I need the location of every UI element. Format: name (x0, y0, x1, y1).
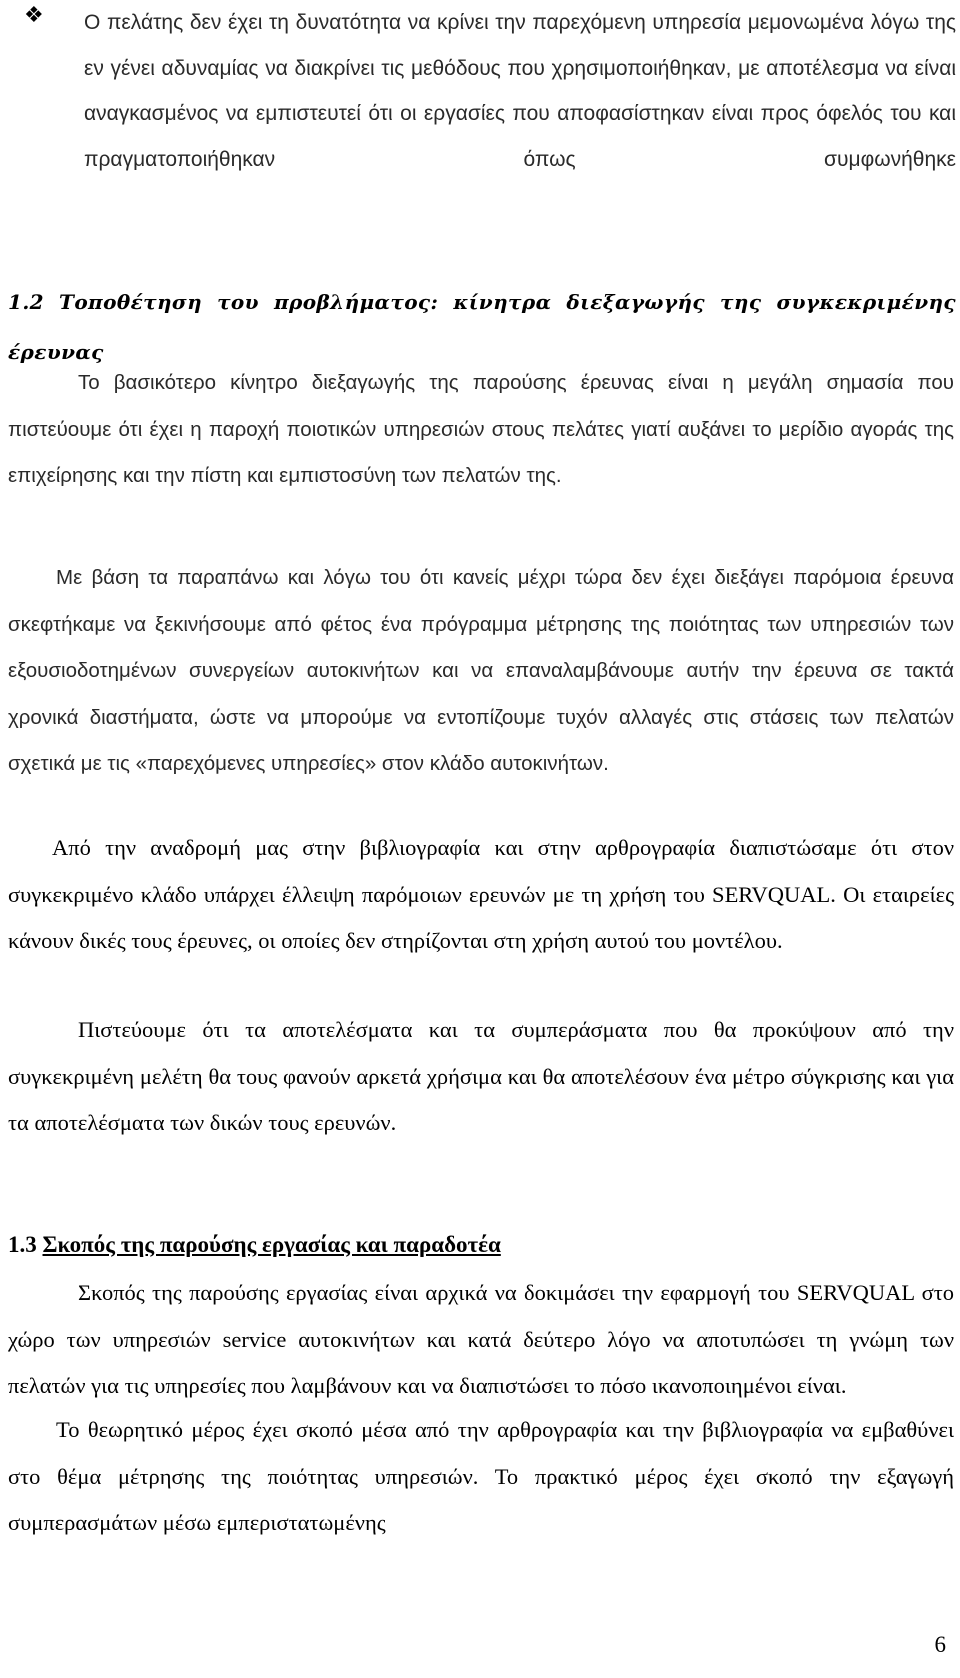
paragraph: Πιστεύουμε ότι τα αποτελέσματα και τα συμπεράσματα που θα προκύψουν από την συγκεκριμένη μελέτη θα τους φανούν αρκετά χρήσιμα και θα αποτελέσουν ένα μέτρο σύγκρισης και για τα αποτελέσματα των δικών τους ερευνών. (8, 1017, 954, 1135)
paragraph: Με βάση τα παραπάνω και λόγω του ότι κανείς μέχρι τώρα δεν έχει διεξάγει παρόμοια έρευνα σκεφτήκαμε να ξεκινήσουμε από φέτος ένα πρόγραμμα μέτρησης της ποιότητας των υπηρεσιών των εξουσιοδοτημένων συνεργείων αυτοκινήτων και να επαναλαμβάνουμε αυτήν την έρευνα σε τακτά χρονικά διαστήματα, ώστε να μπορούμε να εντοπίζουμε τυχόν αλλαγές στις στάσεις των πελατών σχετικά με τις «παρεχόμενες υπηρεσίες» στον κλάδο αυτοκινήτων. (8, 566, 954, 775)
section-title: Σκοπός της παρούσης εργασίας και παραδοτέα (42, 1232, 501, 1257)
section-heading-1-2: 1.2 Τοποθέτηση του προβλήματος: κίνητρα διεξαγωγής της συγκεκριμένης έρευνας (8, 290, 956, 364)
paragraph: Από την αναδρομή μας στην βιβλιογραφία και στην αρθρογραφία διαπιστώσαμε ότι στον συγκεκριμένο κλάδο υπάρχει έλλειψη παρόμοιων ερευνών με τη χρήση του SERVQUAL. Οι εταιρείες κάνουν δικές τους έρευνες, οι οποίες δεν στηρίζονται στη χρήση αυτού του μοντέλου. (8, 835, 954, 953)
page-number: 6 (934, 1632, 946, 1657)
section-number: 1.3 (8, 1232, 37, 1257)
paragraph: Σκοπός της παρούσης εργασίας είναι αρχικά να δοκιμάσει την εφαρμογή του SERVQUAL στο χώρο των υπηρεσιών service αυτοκινήτων και κατά δεύτερο λόγο να αποτυπώσει τη γνώμη των πελατών για τις υπηρεσίες που λαμβάνουν και να διαπιστώσει το πόσο ικανοποιημένοι είναι. (8, 1280, 954, 1398)
bullet-text: Ο πελάτης δεν έχει τη δυνατότητα να κρίνει την παρεχόμενη υπηρεσία μεμονωμένα λόγω της εν γένει αδυναμίας να διακρίνει τις μεθόδους που χρησιμοποιήθηκαν, με αποτέλεσμα να είναι αναγκασμένος να εμπιστευτεί ότι οι εργασίες που αποφασίστηκαν είναι προς όφελός του και πραγματοποιήθηκαν όπως συμφωνήθηκε (84, 11, 956, 171)
paragraph: Το βασικότερο κίνητρο διεξαγωγής της παρούσης έρευνας είναι η μεγάλη σημασία που πιστεύουμε ότι έχει η παροχή ποιοτικών υπηρεσιών στους πελάτες γιατί αυξάνει το μερίδιο αγοράς της επιχείρησης και την πίστη και εμπιστοσύνη των πελατών της. (8, 371, 954, 487)
section-heading-1-3 (8, 1220, 956, 1270)
paragraph: Το θεωρητικό μέρος έχει σκοπό μέσα από την αρθρογραφία και την βιβλιογραφία να εμβαθύνει στο θέμα μέτρησης της ποιότητας υπηρεσιών. Το πρακτικό μέρος έχει σκοπό την εξαγωγή συμπερασμάτων μέσω εμπεριστατωμένης (8, 1417, 954, 1535)
four-diamond-bullet-icon: ❖ (24, 3, 44, 28)
